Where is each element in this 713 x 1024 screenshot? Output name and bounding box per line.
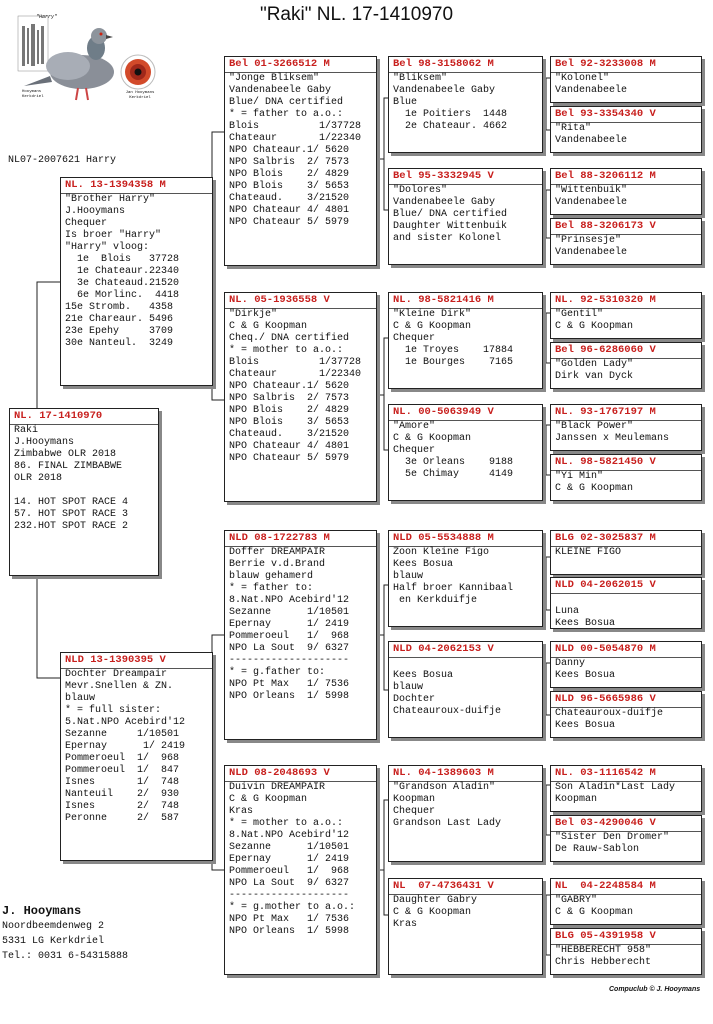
- pedigree-line: "GABRY": [555, 895, 598, 906]
- ring-number: NL. 04-1389603 M: [389, 766, 542, 782]
- ring-number: NLD 96-5665986 V: [551, 692, 701, 708]
- pedigree-line: 5.Nat.NPO Acebird'12: [65, 717, 186, 728]
- pedigree-line: OLR 2018: [14, 473, 63, 484]
- pedigree-line: Epernay 1/ 2419: [229, 619, 350, 630]
- pedigree-line: "Sister Den Dromer": [555, 832, 670, 843]
- pedigree-line: * = father to a.o.:: [229, 109, 344, 120]
- pedigree-line: 8.Nat.NPO Acebird'12: [229, 830, 350, 841]
- pedigree-line: C & G Koopman: [393, 321, 472, 332]
- pedigree-card-gggp-4[interactable]: [550, 218, 702, 265]
- pedigree-line: C & G Koopman: [555, 907, 634, 918]
- pedigree-line: Chateaud. 3/21520: [229, 429, 350, 440]
- ring-number: Bel 93-3354340 V: [551, 107, 701, 123]
- pedigree-card-gp-sire-sire[interactable]: [224, 56, 377, 266]
- ring-number: Bel 01-3266512 M: [225, 57, 376, 73]
- pedigree-card-ggp-4[interactable]: [388, 404, 543, 501]
- pedigree-line: 1e Bourges 7165: [393, 357, 514, 368]
- pedigree-line: blauw: [393, 571, 424, 582]
- pedigree-line: 1e Poitiers 1448: [393, 109, 508, 120]
- ring-number: NLD 13-1390395 V: [61, 653, 212, 669]
- ring-number: NL 04-2248584 M: [551, 879, 701, 895]
- pedigree-card-gggp-13[interactable]: [550, 765, 702, 812]
- owner-block: [2, 904, 128, 964]
- pedigree-line: "Bliksem": [393, 73, 448, 84]
- pedigree-line: 1e Blois 37728: [65, 254, 180, 265]
- ring-number: NL. 93-1767197 M: [551, 405, 701, 421]
- pedigree-line: NPO Orleans 1/ 5998: [229, 926, 350, 937]
- pedigree-line: "Kleine Dirk": [393, 309, 472, 320]
- pedigree-line: Sezanne 1/10501: [229, 842, 350, 853]
- ring-number: NL. 98-5821450 V: [551, 455, 701, 471]
- pedigree-line: "Yi Min": [555, 471, 604, 482]
- ring-number: Bel 03-4290046 V: [551, 816, 701, 832]
- pedigree-line: "Dolores": [393, 185, 448, 196]
- pedigree-line: [10, 485, 158, 497]
- ring-number: NL. 00-5063949 V: [389, 405, 542, 421]
- ring-number: Bel 88-3206112 M: [551, 169, 701, 185]
- pedigree-card-ggp-2[interactable]: [388, 168, 543, 265]
- pedigree-line: Chateauroux-duifje: [393, 706, 502, 717]
- ring-number: NLD 04-2062153 V: [389, 642, 542, 658]
- pedigree-card-ggp-1[interactable]: [388, 56, 543, 153]
- pedigree-line: "Prinsesje": [555, 235, 622, 246]
- ring-number: NL. 05-1936558 V: [225, 293, 376, 309]
- pedigree-line: Vandenabeele: [555, 197, 628, 208]
- pedigree-line: 86. FINAL ZIMBABWE: [14, 461, 123, 472]
- pedigree-card-gggp-7[interactable]: [550, 404, 702, 451]
- pedigree-line: KLEINE FIGO: [555, 547, 622, 558]
- pedigree-line: Doffer DREAMPAIR: [229, 547, 326, 558]
- pedigree-line: Isnes 1/ 748: [65, 777, 180, 788]
- pedigree-line: Vandenabeele Gaby: [229, 85, 332, 96]
- pedigree-line: NPO Blois 2/ 4829: [229, 405, 350, 416]
- pedigree-line: Half broer Kannibaal: [393, 583, 514, 594]
- pedigree-card-dam[interactable]: [60, 652, 213, 861]
- pedigree-card-subject[interactable]: [9, 408, 159, 576]
- pedigree-line: Isnes 2/ 748: [65, 801, 180, 812]
- pedigree-line: Grandson Last Lady: [393, 818, 502, 829]
- pedigree-line: "Rita": [555, 123, 592, 134]
- pedigree-line: 6e Morlinc. 4418: [65, 290, 180, 301]
- pedigree-line: 57. HOT SPOT RACE 3: [14, 509, 129, 520]
- pedigree-card-gggp-15[interactable]: [550, 878, 702, 925]
- pedigree-line: Sezanne 1/10501: [65, 729, 180, 740]
- owner-phone: Tel.: 0031 6-54315888: [2, 951, 129, 962]
- pedigree-line: and sister Kolonel: [393, 233, 502, 244]
- pedigree-line: NPO Salbris 2/ 7573: [229, 157, 350, 168]
- ring-number: BLG 05-4391958 V: [551, 929, 701, 945]
- pedigree-card-sire[interactable]: [60, 177, 213, 386]
- pedigree-line: C & G Koopman: [229, 321, 308, 332]
- pedigree-line: "Black Power": [555, 421, 634, 432]
- pedigree-card-ggp-7[interactable]: [388, 765, 543, 862]
- pedigree-line: NPO Blois 2/ 4829: [229, 169, 350, 180]
- logo-caption-left: "Harry": [36, 14, 58, 20]
- owner-city: 5331 LG Kerkdriel: [2, 936, 105, 947]
- pedigree-line: Pommeroeul 1/ 968: [229, 631, 350, 642]
- pedigree-line: Vandenabeele: [555, 85, 628, 96]
- pedigree-line: "Amore": [393, 421, 436, 432]
- pedigree-line: C & G Koopman: [393, 907, 472, 918]
- pedigree-line: Blue: [393, 97, 418, 108]
- pedigree-line: "Grandson Aladin": [393, 782, 496, 793]
- pedigree-line: Chequer: [393, 806, 436, 817]
- pedigree-line: NPO Chateaur 4/ 4801: [229, 205, 350, 216]
- pedigree-line: 21e Chareaur. 5496: [65, 314, 174, 325]
- ring-number: NL. 13-1394358 M: [61, 178, 212, 194]
- pedigree-line: C & G Koopman: [229, 794, 308, 805]
- pedigree-card-gggp-16[interactable]: [550, 928, 702, 975]
- ring-number: NLD 08-1722783 M: [225, 531, 376, 547]
- pedigree-line: 232.HOT SPOT RACE 2: [14, 521, 129, 532]
- pedigree-line: --------------------: [229, 655, 350, 666]
- pedigree-line: en Kerkduifje: [393, 595, 478, 606]
- ring-number: NL. 92-5310320 M: [551, 293, 701, 309]
- ring-number: Bel 95-3332945 V: [389, 169, 542, 185]
- pedigree-card-gggp-6[interactable]: [550, 342, 702, 389]
- pedigree-line: NPO Chateaur 5/ 5979: [229, 217, 350, 228]
- pedigree-line: "Wittenbuik": [555, 185, 628, 196]
- pedigree-line: Kees Bosua: [555, 618, 616, 629]
- pedigree-line: blauw gehamerd: [229, 571, 314, 582]
- pedigree-line: Pommeroeul 1/ 968: [229, 866, 350, 877]
- pedigree-line: Blue/ DNA certified: [393, 209, 508, 220]
- pedigree-card-ggp-8[interactable]: [388, 878, 543, 975]
- ring-number: NL 07-4736431 V: [389, 879, 542, 895]
- ring-number: NLD 05-5534888 M: [389, 531, 542, 547]
- pedigree-line: 23e Epehy 3709: [65, 326, 174, 337]
- pedigree-line: Son Aladin*Last Lady: [555, 782, 676, 793]
- pedigree-line: "Kolonel": [555, 73, 610, 84]
- page-title: "Raki" NL. 17-1410970: [259, 4, 454, 25]
- pedigree-line: NPO Salbris 2/ 7573: [229, 393, 350, 404]
- pedigree-line: Chateaur 1/22340: [229, 133, 362, 144]
- logo-caption-left-sub: Hooymans Kerkdriel: [22, 90, 44, 99]
- pedigree-line: * = g.mother to a.o.:: [229, 902, 356, 913]
- pedigree-line: Kras: [393, 919, 418, 930]
- pedigree-line: "Golden Lady": [555, 359, 634, 370]
- pedigree-line: 30e Nanteul. 3249: [65, 338, 174, 349]
- pedigree-line: NPO Chateaur.1/ 5620: [229, 381, 350, 392]
- pedigree-line: 14. HOT SPOT RACE 4: [14, 497, 129, 508]
- pedigree-line: * = g.father to:: [229, 667, 326, 678]
- pedigree-line: Vandenabeele: [555, 247, 628, 258]
- pedigree-line: C & G Koopman: [555, 321, 634, 332]
- pedigree-line: --------------------: [229, 890, 350, 901]
- logo-caption-right: Jan Hooymans Kerkdriel: [125, 91, 155, 100]
- pedigree-line: Kees Bosua: [393, 559, 454, 570]
- pedigree-line: Zoon Kleine Figo: [393, 547, 490, 558]
- pedigree-card-gp-dam-dam[interactable]: [224, 765, 377, 975]
- pedigree-card-ggp-3[interactable]: [388, 292, 543, 389]
- pedigree-line: NPO La Sout 9/ 6327: [229, 643, 350, 654]
- ring-number: NL. 98-5821416 M: [389, 293, 542, 309]
- pedigree-line: Kees Bosua: [393, 670, 454, 681]
- pedigree-line: * = father to:: [229, 583, 314, 594]
- ring-number: NLD 08-2048693 V: [225, 766, 376, 782]
- pedigree-line: J.Hooymans: [14, 437, 75, 448]
- pedigree-line: NPO Chateaur 4/ 4801: [229, 441, 350, 452]
- pedigree-line: Kees Bosua: [555, 670, 616, 681]
- pedigree-card-ggp-6[interactable]: [388, 641, 543, 738]
- pedigree-line: Epernay 1/ 2419: [65, 741, 186, 752]
- pedigree-line: C & G Koopman: [393, 433, 472, 444]
- ring-number: BLG 02-3025837 M: [551, 531, 701, 547]
- pigeon-logo: [16, 14, 166, 110]
- pedigree-card-gggp-8[interactable]: [550, 454, 702, 501]
- pedigree-line: [389, 658, 542, 670]
- pedigree-card-gggp-12[interactable]: [550, 691, 702, 738]
- footer-credit: Compuclub © J. Hooymans: [609, 986, 701, 993]
- pedigree-line: 3e Chateaud.21520: [65, 278, 180, 289]
- pedigree-line: "Brother Harry": [65, 194, 156, 205]
- pedigree-line: Sezanne 1/10501: [229, 607, 350, 618]
- pedigree-line: Chateaur 1/22340: [229, 369, 362, 380]
- pedigree-line: Chequer: [393, 445, 436, 456]
- pedigree-line: "HEBBERECHT 958": [555, 945, 652, 956]
- pedigree-card-gggp-14[interactable]: [550, 815, 702, 862]
- pedigree-line: Vandenabeele: [555, 135, 628, 146]
- ring-number: NLD 00-5054870 M: [551, 642, 701, 658]
- pedigree-line: 1e Chateaur.22340: [65, 266, 180, 277]
- pedigree-line: NPO Chateaur.1/ 5620: [229, 145, 350, 156]
- pedigree-line: Chateaud. 3/21520: [229, 193, 350, 204]
- pedigree-card-gggp-1[interactable]: [550, 56, 702, 103]
- pedigree-line: Chateauroux-duifje: [555, 708, 664, 719]
- pedigree-card-gp-sire-dam[interactable]: [224, 292, 377, 502]
- ring-number: NL. 03-1116542 M: [551, 766, 701, 782]
- ring-number: NLD 04-2062015 V: [551, 578, 701, 594]
- pedigree-line: Danny: [555, 658, 586, 669]
- pedigree-line: * = mother to a.o.:: [229, 345, 344, 356]
- ring-number: Bel 88-3206173 V: [551, 219, 701, 235]
- pedigree-line: Cheq./ DNA certified: [229, 333, 350, 344]
- pedigree-card-gggp-5[interactable]: [550, 292, 702, 339]
- pedigree-line: Mevr.Snellen & ZN.: [65, 681, 174, 692]
- pedigree-line: NPO Pt Max 1/ 7536: [229, 914, 350, 925]
- pedigree-line: blauw: [65, 693, 96, 704]
- pedigree-line: 15e Stromb. 4358: [65, 302, 174, 313]
- pedigree-line: Chequer: [65, 218, 108, 229]
- pedigree-line: Blue/ DNA certified: [229, 97, 344, 108]
- harry-reference: NL07-2007621 Harry: [8, 155, 117, 166]
- pedigree-line: NPO La Sout 9/ 6327: [229, 878, 350, 889]
- pedigree-line: 5e Chimay 4149: [393, 469, 514, 480]
- pedigree-line: Vandenabeele Gaby: [393, 85, 496, 96]
- pedigree-line: * = mother to a.o.:: [229, 818, 344, 829]
- pedigree-line: blauw: [393, 682, 424, 693]
- pedigree-line: Daughter Gabry: [393, 895, 478, 906]
- pedigree-card-gggp-3[interactable]: [550, 168, 702, 215]
- pedigree-card-gggp-11[interactable]: [550, 641, 702, 688]
- pedigree-line: Is broer "Harry": [65, 230, 162, 241]
- pedigree-line: De Rauw-Sablon: [555, 844, 640, 855]
- pedigree-line: Vandenabeele Gaby: [393, 197, 496, 208]
- pedigree-line: NPO Chateaur 5/ 5979: [229, 453, 350, 464]
- pedigree-line: [551, 594, 701, 606]
- pedigree-line: Duivin DREAMPAIR: [229, 782, 326, 793]
- pedigree-line: Dochter Dreampair: [65, 669, 168, 680]
- pedigree-line: Dirk van Dyck: [555, 371, 634, 382]
- owner-name: J. Hooymans: [2, 904, 82, 918]
- pedigree-line: Koopman: [393, 794, 436, 805]
- pedigree-card-gggp-2[interactable]: [550, 106, 702, 153]
- ring-number: Bel 98-3158062 M: [389, 57, 542, 73]
- pedigree-card-gp-dam-sire[interactable]: [224, 530, 377, 740]
- pedigree-line: 3e Orleans 9188: [393, 457, 514, 468]
- pedigree-line: 8.Nat.NPO Acebird'12: [229, 595, 350, 606]
- pedigree-line: Pommeroeul 1/ 847: [65, 765, 180, 776]
- pedigree-card-gggp-9[interactable]: [550, 530, 702, 575]
- pedigree-line: "Jonge Bliksem": [229, 73, 320, 84]
- ring-number: Bel 96-6286060 V: [551, 343, 701, 359]
- pedigree-line: 1e Troyes 17884: [393, 345, 514, 356]
- pedigree-line: Daughter Wittenbuik: [393, 221, 508, 232]
- pedigree-line: Peronne 2/ 587: [65, 813, 180, 824]
- pedigree-line: 2e Chateaur. 4662: [393, 121, 508, 132]
- pedigree-line: Epernay 1/ 2419: [229, 854, 350, 865]
- pedigree-line: NPO Orleans 1/ 5998: [229, 691, 350, 702]
- pedigree-line: Pommeroeul 1/ 968: [65, 753, 180, 764]
- pedigree-line: Koopman: [555, 794, 598, 805]
- pedigree-line: Janssen x Meulemans: [555, 433, 670, 444]
- ring-number: Bel 92-3233008 M: [551, 57, 701, 73]
- pedigree-line: "Gentil": [555, 309, 604, 320]
- pedigree-card-gggp-10[interactable]: [550, 577, 702, 629]
- pedigree-line: Chris Hebberecht: [555, 957, 652, 968]
- pedigree-line: Luna: [555, 606, 580, 617]
- pedigree-line: Blois 1/37728: [229, 357, 362, 368]
- owner-street: Noordbeemdenweg 2: [2, 921, 105, 932]
- pedigree-line: Raki: [14, 425, 39, 436]
- pedigree-line: Chequer: [393, 333, 436, 344]
- pedigree-line: "Dirkje": [229, 309, 278, 320]
- pedigree-line: J.Hooymans: [65, 206, 126, 217]
- pedigree-line: Zimbabwe OLR 2018: [14, 449, 117, 460]
- pedigree-line: Kras: [229, 806, 254, 817]
- pedigree-line: NPO Blois 3/ 5653: [229, 181, 350, 192]
- pedigree-line: "Harry" vloog:: [65, 242, 150, 253]
- pedigree-line: NPO Blois 3/ 5653: [229, 417, 350, 428]
- pedigree-line: * = full sister:: [65, 705, 162, 716]
- pedigree-line: Berrie v.d.Brand: [229, 559, 326, 570]
- pedigree-line: NPO Pt Max 1/ 7536: [229, 679, 350, 690]
- pedigree-line: Dochter: [393, 694, 436, 705]
- ring-number: NL. 17-1410970: [10, 409, 158, 425]
- pedigree-card-ggp-5[interactable]: [388, 530, 543, 627]
- pedigree-line: Nanteuil 2/ 930: [65, 789, 180, 800]
- pedigree-line: Kees Bosua: [555, 720, 616, 731]
- pedigree-line: C & G Koopman: [555, 483, 634, 494]
- pedigree-line: Blois 1/37728: [229, 121, 362, 132]
